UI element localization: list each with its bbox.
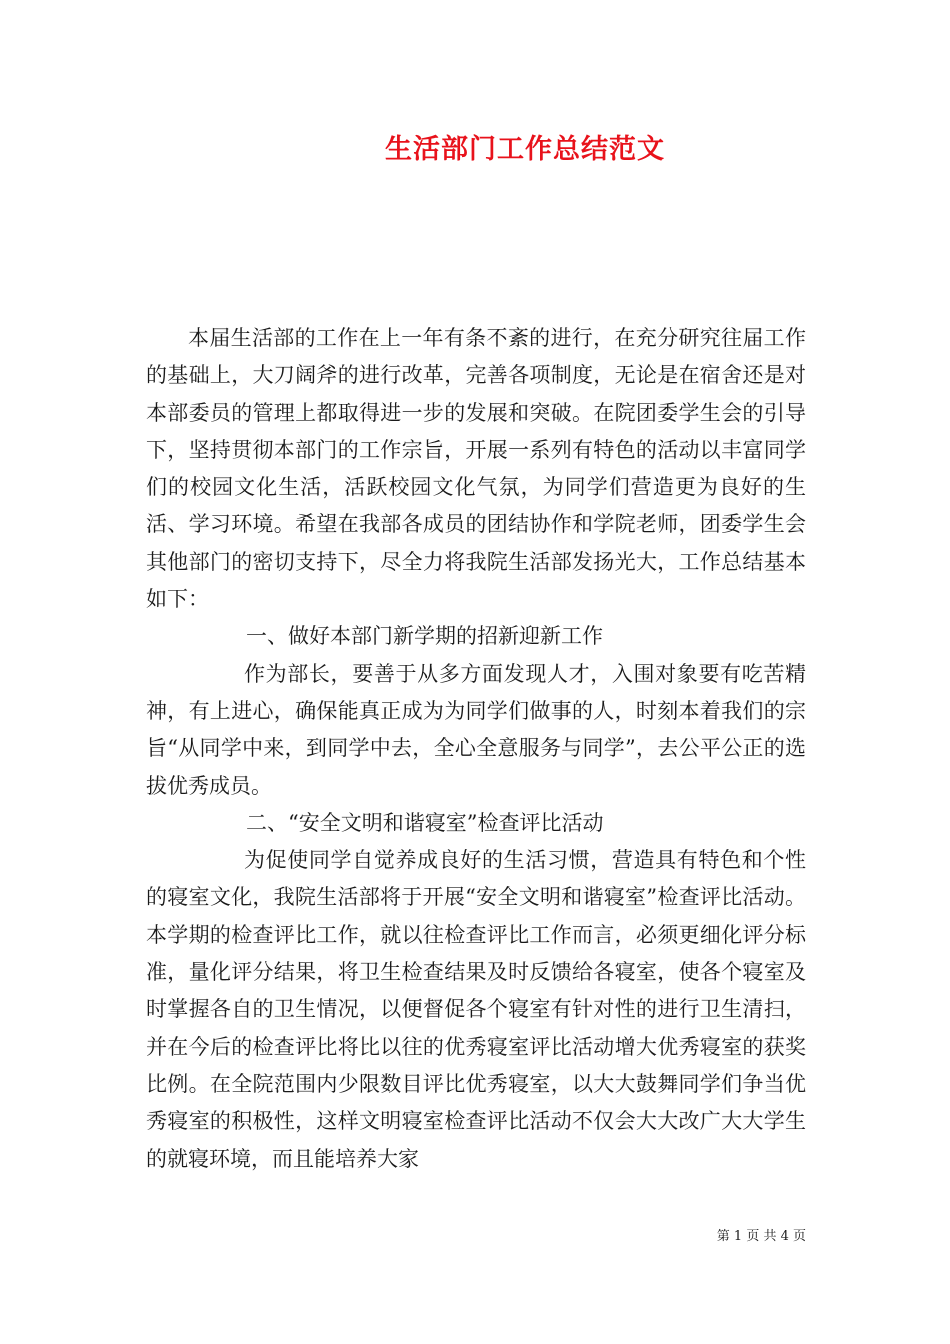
paragraph-intro: 本届生活部的工作在上一年有条不紊的进行，在充分研究往届工作的基础上，大刀阔斧的进行改革，完善各项制度，无论是在宿舍还是对本部委员的管理上都取得进一步的发展和突破。在院团委学生会的引导下，坚持贯彻本部门的工作宗旨，开展一系列有特色的活动以丰富同学们的校园文化生活，活跃校园文化气氛，为同学们营造更为良好的生活、学习环境。希望在我部各成员的团结协作和学院老师，团委学生会其他部门的密切支持下，尽全力将我院生活部发扬光大，工作总结基本如下： (146, 326, 806, 612)
paragraph-section-2: 为促使同学自觉养成良好的生活习惯，营造具有特色和个性的寝室文化，我院生活部将于开展“安全文明和谐寝室”检查评比活动。本学期的检查评比工作，就以往检查评比工作而言，必须更细化评分标准，量化评分结果，将卫生检查结果及时反馈给各寝室，使各个寝室及时掌握各自的卫生情况，以便督促各个寝室有针对性的进行卫生清扫，并在今后的检查评比将比以往的优秀寝室评比活动增大优秀寝室的获奖比例。在全院范围内少限数目评比优秀寝室，以大大鼓舞同学们争当优秀寝室的积极性，这样文明寝室检查评比活动不仅会大大改广大大学生的就寝环境，而且能培养大家 (146, 848, 806, 1171)
paragraph-section-1: 作为部长，要善于从多方面发现人才，入围对象要有吃苦精神，有上进心，确保能真正成为为同学们做事的人，时刻本着我们的宗旨“从同学中来，到同学中去，全心全意服务与同学”，去公平公正的选拔优秀成员。 (146, 661, 806, 798)
section-heading-1: 一、做好本部门新学期的招新迎新工作 (246, 624, 603, 649)
page-footer: 第 1 页 共 4 页 (716, 1229, 806, 1244)
page-title: 生活部门工作总结范文 (385, 134, 665, 165)
section-heading-2: 二、“安全文明和谐寝室”检查评比活动 (246, 810, 604, 835)
document-body (146, 320, 806, 1178)
